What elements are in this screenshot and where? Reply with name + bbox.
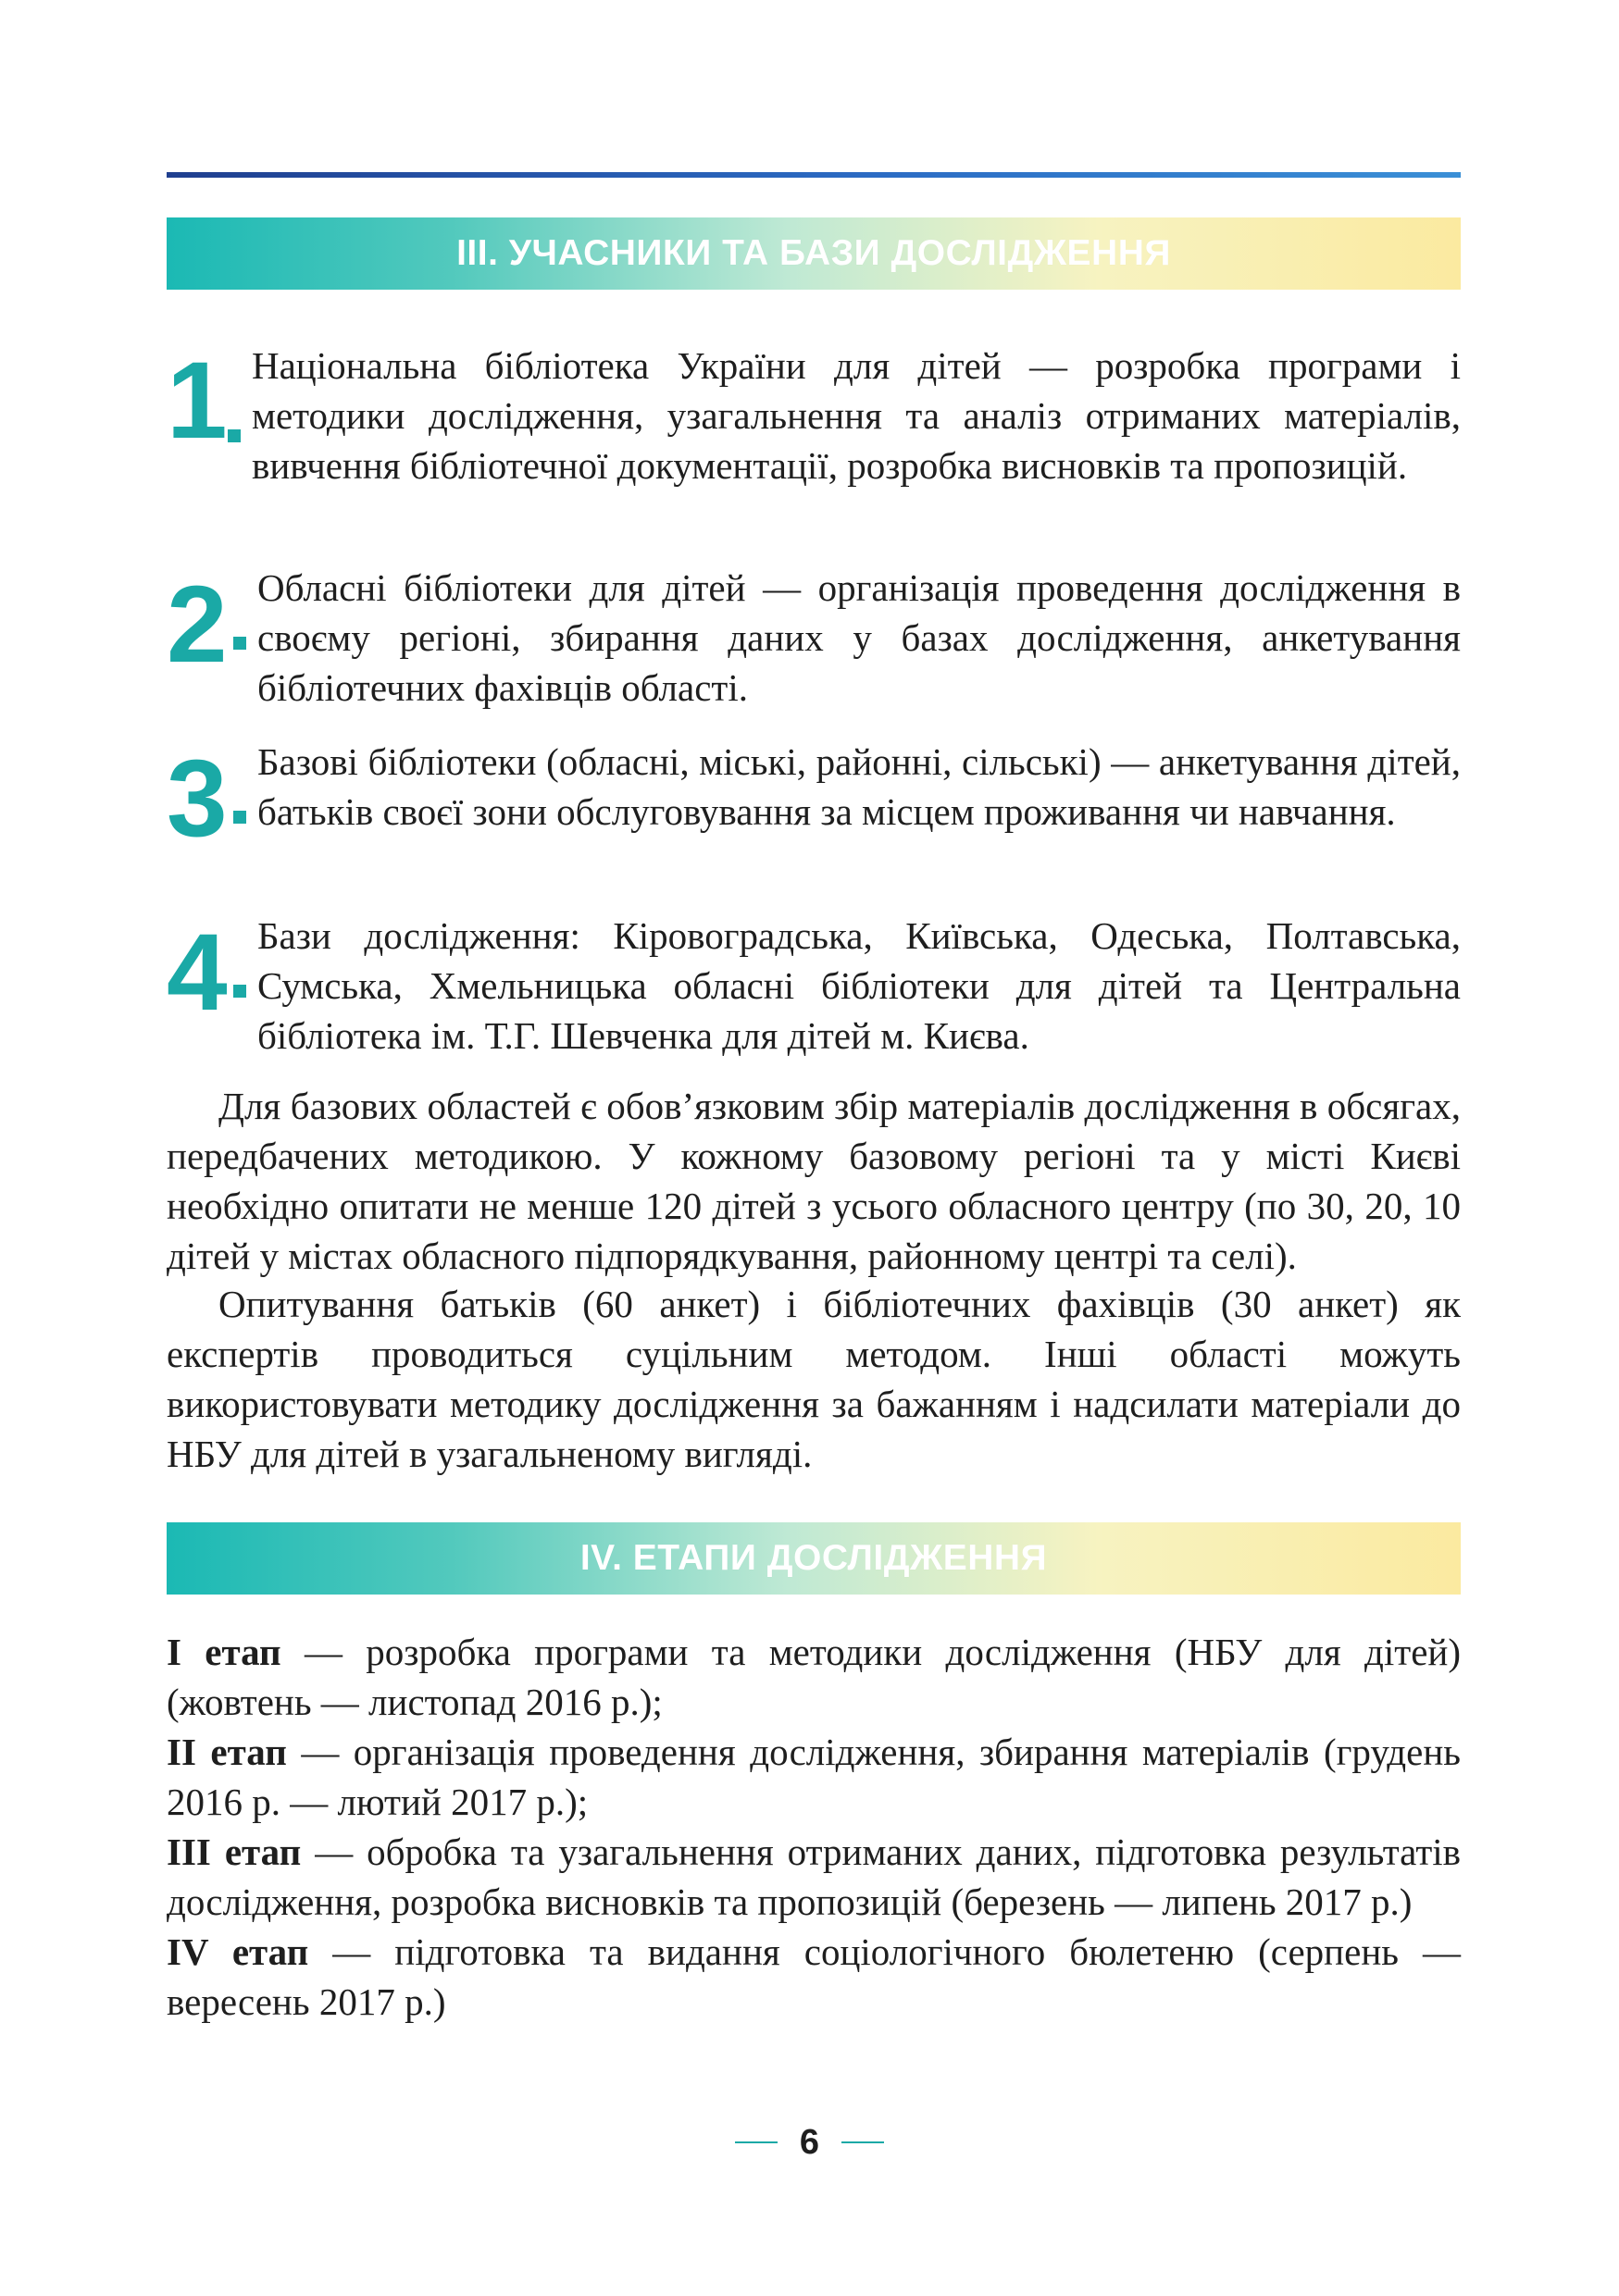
item-text: Національна бібліотека України для дітей — розробка програми і методики дослідження, узагальнення та аналіз отриманих матеріалів, вивчення бібліотечної документації, розробка висновків та пропозицій. (252, 344, 1461, 487)
body-paragraph: Для базових областей є обов’язковим збір матеріалів дослідження в обсягах, передбачених методикою. У кожному базовому регіоні та у місті Києві необхідно опитати не менше 120 дітей з усього обласного центру (по 30, 20, 10 дітей у містах обласного підпорядкування, районному центрі та селі). (167, 1085, 1461, 1277)
item-text: Обласні бібліотеки для дітей — організація проведення дослідження в своєму регіоні, збирання даних у базах дослідження, анкетування бібліотечних фахівців області. (257, 566, 1461, 709)
section-heading-text: III. УЧАСНИКИ ТА БАЗИ ДОСЛІДЖЕННЯ (456, 233, 1171, 273)
numbered-item (167, 563, 1461, 713)
stages-list (167, 1627, 1461, 2027)
stage-item (167, 1927, 1461, 2027)
item-number-dot (233, 811, 246, 824)
page-footer (0, 2119, 1619, 2166)
item-number-dot (233, 637, 246, 650)
item-number: 4 (167, 912, 228, 1034)
item-text: Базові бібліотеки (обласні, міські, районні, сільські) — анкетування дітей, батьків своєї зони обслуговування за місцем проживання чи навчання. (257, 740, 1461, 833)
stage-text: — обробка та узагальнення отриманих даних, підготовка результатів дослідження, розробка висновків та пропозицій (березень — липень 2017 р.) (167, 1831, 1461, 1923)
stage-text: — підготовка та видання соціологічного бюлетеню (серпень — вересень 2017 р.) (167, 1930, 1461, 2023)
item-text: Бази дослідження: Кіровоградська, Київська, Одеська, Полтавська, Сумська, Хмельницька обласні бібліотеки для дітей та Центральна бібліотека ім. Т.Г. Шевченка для дітей м. Києва. (257, 914, 1461, 1057)
numbered-item (167, 341, 1461, 540)
section-heading-stages (167, 1522, 1461, 1595)
stage-label: IV етап (167, 1930, 309, 1973)
section-heading-text: IV. ЕТАПИ ДОСЛІДЖЕННЯ (579, 1538, 1048, 1578)
stage-text: — розробка програми та методики дослідження (НБУ для дітей) (жовтень — листопад 2016 р.); (167, 1631, 1461, 1723)
body-paragraph: Опитування батьків (60 анкет) і бібліотечних фахівців (30 анкет) як експертів проводиться суцільним методом. Інші області можуть використовувати методику дослідження за бажанням і надсилати матеріали до НБУ для дітей в узагальненому вигляді. (167, 1283, 1461, 1475)
numbered-item (167, 911, 1461, 1061)
numbered-item (167, 737, 1461, 887)
stage-label: І етап (167, 1631, 281, 1673)
item-number-dot (228, 429, 241, 442)
section-heading-participants (167, 217, 1461, 290)
item-number-dot (233, 985, 246, 998)
item-number: 3 (167, 738, 228, 860)
stage-item (167, 1627, 1461, 1727)
stage-label: ІІ етап (167, 1731, 287, 1773)
footer-rule-left (735, 2141, 778, 2143)
stage-item (167, 1827, 1461, 1927)
item-number: 2 (167, 564, 228, 686)
stage-text: — організація проведення дослідження, збирання матеріалів (грудень 2016 р. — лютий 2017 р.); (167, 1731, 1461, 1823)
stage-label: ІІІ етап (167, 1831, 302, 1873)
top-rule (167, 172, 1461, 178)
page-number: 6 (799, 2122, 820, 2162)
stage-item (167, 1727, 1461, 1827)
item-number: 1 (167, 340, 228, 462)
footer-rule-right (841, 2141, 884, 2143)
